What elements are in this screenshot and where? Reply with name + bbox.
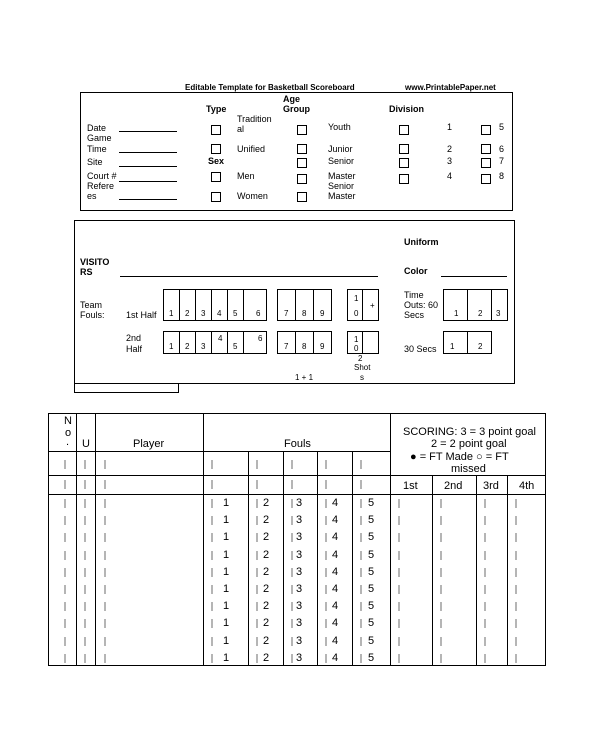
row-marker <box>360 460 362 469</box>
row-marker <box>325 460 327 469</box>
foul-number[interactable]: 5 <box>367 514 375 527</box>
row-marker <box>211 654 213 663</box>
foul-number[interactable]: 1 <box>222 617 230 630</box>
row-marker <box>484 602 486 611</box>
second-half-bonus-foul-cell[interactable]: 8 <box>295 331 314 354</box>
foul-number[interactable]: 2 <box>262 514 270 527</box>
row-marker <box>484 619 486 628</box>
row-marker <box>64 499 66 508</box>
row-marker <box>515 516 517 525</box>
color-label: Color <box>404 266 428 276</box>
type-unified-label: Unified <box>237 144 266 154</box>
foul-number[interactable]: 3 <box>295 565 303 578</box>
row-marker <box>291 480 293 489</box>
row-marker <box>84 568 86 577</box>
foul-number[interactable]: 4 <box>331 600 339 613</box>
timeout-60-cell[interactable]: 3 <box>491 289 508 321</box>
foul-number[interactable]: 1 <box>222 634 230 647</box>
row-marker <box>84 533 86 542</box>
row-marker <box>291 460 293 469</box>
row-marker <box>64 619 66 628</box>
row-marker <box>484 568 486 577</box>
team-name-label-1: VISITO <box>80 257 110 267</box>
division-5-label: 5 <box>499 122 505 132</box>
foul-number[interactable]: 4 <box>331 634 339 647</box>
foul-number[interactable]: 1 <box>222 583 230 595</box>
age-senior-master-label-2: Master <box>328 191 356 201</box>
team-name-label-2: RS <box>80 267 93 277</box>
foul-number[interactable]: 1 <box>222 565 230 578</box>
row-marker <box>211 619 213 628</box>
foul-number[interactable]: 2 <box>262 651 270 664</box>
row-marker <box>211 533 213 542</box>
number-heading-3: . <box>66 436 70 448</box>
foul-number[interactable]: 3 <box>295 497 303 509</box>
row-marker <box>84 499 86 508</box>
type-traditional-label-2: al <box>237 124 245 134</box>
row-marker <box>211 585 213 594</box>
sex-men-label: Men <box>237 171 255 181</box>
first-half-shots-cell[interactable]: 1 0 + <box>347 289 379 321</box>
row-marker <box>484 585 486 594</box>
row-marker <box>211 602 213 611</box>
division-8-checkbox[interactable] <box>481 174 491 184</box>
second-half-bonus-foul-cell[interactable]: 7 <box>277 331 296 354</box>
foul-number[interactable]: 4 <box>331 651 339 664</box>
foul-number[interactable]: 1 <box>222 651 230 664</box>
row-marker <box>211 637 213 646</box>
row-marker <box>398 499 400 508</box>
document-title: Editable Template for Basketball Scoreboard <box>185 83 355 92</box>
player-heading: Player <box>133 438 165 450</box>
division-2-checkbox[interactable] <box>399 144 409 154</box>
period-2-heading: 2nd <box>444 480 463 492</box>
age-senior-master-checkbox[interactable] <box>297 192 307 202</box>
second-half-shots-cell[interactable]: 1 0 <box>347 331 379 354</box>
court-input-line[interactable] <box>119 181 177 182</box>
second-half-foul-cell[interactable]: 6 <box>243 331 267 354</box>
first-half-foul-cell[interactable]: 4 <box>211 289 228 321</box>
division-3-label: 3 <box>447 156 453 166</box>
first-half-foul-cell[interactable]: 1 <box>163 289 180 321</box>
row-marker <box>484 551 486 560</box>
number-heading-2: o <box>65 427 72 439</box>
field-referees-1: Refere <box>87 181 115 191</box>
row-marker <box>104 637 106 646</box>
foul-number[interactable]: 2 <box>262 634 270 647</box>
field-referees-2: es <box>87 191 97 201</box>
age-senior-master-label-1: Senior <box>328 181 355 191</box>
field-date: Date <box>87 123 107 133</box>
age-senior-checkbox[interactable] <box>297 158 307 168</box>
scoring-legend-4: missed <box>451 463 486 475</box>
row-marker <box>398 602 400 611</box>
second-half-label-2: Half <box>126 344 143 354</box>
shots-label-2: s <box>360 373 364 382</box>
shots-divider <box>362 331 363 354</box>
team-fouls-label-1: Team <box>80 300 103 310</box>
row-marker <box>64 585 66 594</box>
foul-number[interactable]: 5 <box>367 617 375 630</box>
foul-number[interactable]: 5 <box>367 600 375 613</box>
uniform-color-input-line[interactable] <box>441 276 507 277</box>
row-marker <box>84 460 86 469</box>
row-divider <box>48 451 390 452</box>
row-marker <box>64 602 66 611</box>
foul-number[interactable]: 1 <box>222 600 230 613</box>
row-marker <box>440 516 442 525</box>
second-half-foul-cell[interactable]: 1 <box>163 331 180 354</box>
row-marker <box>104 585 106 594</box>
type-unified-checkbox[interactable] <box>211 144 221 154</box>
second-half-foul-cell[interactable]: 4 <box>211 331 228 354</box>
site-input-line[interactable] <box>119 166 177 167</box>
time-outs-label-1: Time <box>404 290 424 300</box>
player-row[interactable] <box>0 511 600 528</box>
shots-divider <box>362 289 363 321</box>
two-shots-number: 2 <box>358 354 363 363</box>
time-outs-label-2: Outs: 60 <box>404 300 439 310</box>
row-marker <box>440 602 442 611</box>
row-marker <box>64 533 66 542</box>
row-marker <box>515 499 517 508</box>
row-marker <box>211 460 213 469</box>
sex-men-checkbox[interactable] <box>211 172 221 182</box>
row-marker <box>64 460 66 469</box>
field-time: Time <box>87 144 107 154</box>
foul-number[interactable]: 5 <box>367 634 375 647</box>
timeout-60-cell[interactable]: 1 <box>443 289 468 321</box>
first-half-bonus-foul-cell[interactable]: 7 <box>277 289 296 321</box>
row-marker <box>84 654 86 663</box>
fouls-heading: Fouls <box>284 438 311 450</box>
row-divider <box>48 475 546 476</box>
row-marker <box>104 533 106 542</box>
period-4-heading: 4th <box>519 480 535 492</box>
uniform-label: Uniform <box>404 237 439 247</box>
foul-number[interactable]: 3 <box>295 531 303 544</box>
foul-number[interactable]: 2 <box>262 497 270 509</box>
row-marker <box>484 533 486 542</box>
time-outs-label-3: Secs <box>404 310 425 320</box>
foul-number[interactable]: 2 <box>262 548 270 561</box>
team-box-tab <box>74 383 179 393</box>
row-marker <box>515 637 517 646</box>
timeout-30-cell[interactable]: 2 <box>467 331 492 354</box>
division-6-label: 6 <box>499 144 505 154</box>
row-marker <box>64 551 66 560</box>
age-senior-label: Senior <box>328 156 355 166</box>
type-heading: Type <box>206 104 227 114</box>
division-4-checkbox[interactable] <box>399 174 409 184</box>
player-row[interactable] <box>0 614 600 631</box>
row-marker <box>398 654 400 663</box>
division-6-checkbox[interactable] <box>481 144 491 154</box>
field-court: Court # <box>87 171 117 181</box>
timeout-30-cell[interactable]: 1 <box>443 331 468 354</box>
field-site: Site <box>87 157 103 167</box>
second-half-foul-cell[interactable]: 2 <box>179 331 196 354</box>
foul-number[interactable]: 5 <box>367 565 375 578</box>
row-marker <box>104 551 106 560</box>
foul-number[interactable]: 5 <box>367 651 375 664</box>
row-marker <box>440 568 442 577</box>
row-marker <box>104 602 106 611</box>
first-half-foul-cell[interactable]: 2 <box>179 289 196 321</box>
first-half-bonus-foul-cell[interactable]: 8 <box>295 289 314 321</box>
row-marker <box>398 585 400 594</box>
row-marker <box>256 460 258 469</box>
row-marker <box>515 568 517 577</box>
row-marker <box>256 480 258 489</box>
second-half-bonus-foul-cell[interactable]: 9 <box>313 331 332 354</box>
time-input-line[interactable] <box>119 152 177 153</box>
scoring-legend-1: SCORING: 3 = 3 point goal <box>403 426 536 438</box>
foul-number[interactable]: 4 <box>331 565 339 578</box>
sex-women-checkbox[interactable] <box>211 192 221 202</box>
sex-heading: Sex <box>208 156 225 166</box>
period-3-heading: 3rd <box>483 480 499 492</box>
row-marker <box>515 654 517 663</box>
foul-number[interactable]: 3 <box>295 617 303 630</box>
foul-number[interactable]: 3 <box>295 600 303 613</box>
row-marker <box>104 499 106 508</box>
division-7-label: 7 <box>499 156 505 166</box>
row-marker <box>484 637 486 646</box>
row-marker <box>440 637 442 646</box>
team-fouls-label-2: Fouls: <box>80 310 105 320</box>
first-half-bonus-foul-cell[interactable]: 9 <box>313 289 332 321</box>
age-master-checkbox[interactable] <box>297 174 307 184</box>
foul-number[interactable]: 2 <box>262 531 270 544</box>
player-row[interactable] <box>0 546 600 563</box>
first-half-foul-cell[interactable]: 5 <box>227 289 244 321</box>
age-junior-label: Junior <box>328 144 353 154</box>
foul-number[interactable]: 2 <box>262 565 270 578</box>
foul-number[interactable]: 4 <box>331 548 339 561</box>
division-2-label: 2 <box>447 144 453 154</box>
player-row[interactable] <box>0 649 600 666</box>
age-master-label: Master <box>328 171 356 181</box>
row-marker <box>64 480 66 489</box>
player-row[interactable] <box>0 494 600 511</box>
one-plus-one-label: 1 + 1 <box>295 373 314 382</box>
row-marker <box>484 654 486 663</box>
player-row[interactable] <box>0 597 600 614</box>
foul-number[interactable]: 1 <box>222 497 230 509</box>
type-traditional-checkbox[interactable] <box>211 125 221 135</box>
row-marker <box>515 585 517 594</box>
first-half-foul-cell[interactable]: 3 <box>195 289 212 321</box>
foul-number[interactable]: 5 <box>367 548 375 561</box>
second-half-label-1: 2nd <box>126 333 142 343</box>
row-marker <box>84 585 86 594</box>
row-marker <box>440 499 442 508</box>
foul-number[interactable]: 4 <box>331 531 339 544</box>
foul-number[interactable]: 4 <box>331 583 339 595</box>
foul-number[interactable]: 1 <box>222 548 230 561</box>
row-marker <box>211 551 213 560</box>
row-marker <box>104 460 106 469</box>
row-marker <box>515 551 517 560</box>
row-marker <box>104 568 106 577</box>
foul-number[interactable]: 2 <box>262 583 270 595</box>
field-game: Game <box>87 133 112 143</box>
division-8-label: 8 <box>499 171 505 181</box>
foul-number[interactable]: 4 <box>331 497 339 509</box>
number-heading-1: N <box>64 415 72 427</box>
row-marker <box>484 499 486 508</box>
age-heading-2: Group <box>283 104 310 114</box>
row-marker <box>104 619 106 628</box>
player-row[interactable] <box>0 563 600 580</box>
row-marker <box>515 619 517 628</box>
row-marker <box>398 533 400 542</box>
foul-number[interactable]: 4 <box>331 617 339 630</box>
foul-number[interactable]: 2 <box>262 617 270 630</box>
division-1-label: 1 <box>447 122 453 132</box>
row-marker <box>84 619 86 628</box>
row-marker <box>440 551 442 560</box>
foul-number[interactable]: 3 <box>295 548 303 561</box>
row-marker <box>440 585 442 594</box>
row-marker <box>440 533 442 542</box>
division-4-label: 4 <box>447 171 453 181</box>
age-youth-label: Youth <box>328 122 351 132</box>
row-marker <box>440 619 442 628</box>
second-half-foul-cell[interactable]: 3 <box>195 331 212 354</box>
age-youth-checkbox[interactable] <box>297 125 307 135</box>
u-heading: U <box>82 438 90 450</box>
first-half-foul-cell[interactable]: 6 <box>243 289 267 321</box>
row-marker <box>398 568 400 577</box>
row-marker <box>515 533 517 542</box>
player-row[interactable] <box>0 580 600 597</box>
foul-number[interactable]: 5 <box>367 497 375 509</box>
row-marker <box>104 654 106 663</box>
row-marker <box>64 516 66 525</box>
shots-label-1: Shot <box>354 363 371 372</box>
row-marker <box>104 480 106 489</box>
second-half-foul-cell[interactable]: 5 <box>227 331 244 354</box>
player-row[interactable] <box>0 632 600 649</box>
foul-number[interactable]: 2 <box>262 600 270 613</box>
age-junior-checkbox[interactable] <box>297 144 307 154</box>
referees-input-line[interactable] <box>119 199 177 200</box>
row-marker <box>104 516 106 525</box>
row-marker <box>515 602 517 611</box>
row-marker <box>84 602 86 611</box>
type-traditional-label-1: Tradition <box>237 114 272 124</box>
row-marker <box>398 551 400 560</box>
foul-number[interactable]: 3 <box>295 634 303 647</box>
foul-number[interactable]: 3 <box>295 651 303 664</box>
first-half-label: 1st Half <box>126 310 157 320</box>
scoring-legend-2: 2 = 2 point goal <box>431 438 507 450</box>
division-5-checkbox[interactable] <box>481 125 491 135</box>
row-marker <box>84 480 86 489</box>
row-marker <box>325 480 327 489</box>
row-marker <box>440 654 442 663</box>
row-marker <box>84 516 86 525</box>
division-heading: Division <box>389 104 425 114</box>
row-marker <box>84 551 86 560</box>
row-marker <box>211 516 213 525</box>
row-marker <box>484 516 486 525</box>
team-name-input-line[interactable] <box>120 276 378 277</box>
row-marker <box>211 499 213 508</box>
player-row[interactable] <box>0 528 600 545</box>
period-1-heading: 1st <box>403 480 418 492</box>
row-marker <box>84 637 86 646</box>
row-marker <box>360 480 362 489</box>
division-7-checkbox[interactable] <box>481 158 491 168</box>
date-input-line[interactable] <box>119 131 177 132</box>
foul-number[interactable]: 1 <box>222 514 230 527</box>
age-heading-1: Age <box>283 94 301 104</box>
timeout-60-cell[interactable]: 2 <box>467 289 492 321</box>
foul-number[interactable]: 5 <box>367 583 375 595</box>
foul-number[interactable]: 3 <box>295 514 303 527</box>
division-3-checkbox[interactable] <box>399 158 409 168</box>
thirty-secs-label: 30 Secs <box>404 344 437 354</box>
row-marker <box>211 568 213 577</box>
foul-number[interactable]: 1 <box>222 531 230 544</box>
foul-number[interactable]: 3 <box>295 583 303 595</box>
scoring-legend-3: ● = FT Made ○ = FT <box>410 451 509 463</box>
division-1-checkbox[interactable] <box>399 125 409 135</box>
foul-number[interactable]: 5 <box>367 531 375 544</box>
row-marker <box>64 637 66 646</box>
row-marker <box>64 654 66 663</box>
row-marker <box>398 516 400 525</box>
row-marker <box>64 568 66 577</box>
row-marker <box>398 637 400 646</box>
foul-number[interactable]: 4 <box>331 514 339 527</box>
row-marker <box>398 619 400 628</box>
row-marker <box>211 480 213 489</box>
sex-women-label: Women <box>237 191 268 201</box>
website-label: www.PrintablePaper.net <box>405 83 496 92</box>
